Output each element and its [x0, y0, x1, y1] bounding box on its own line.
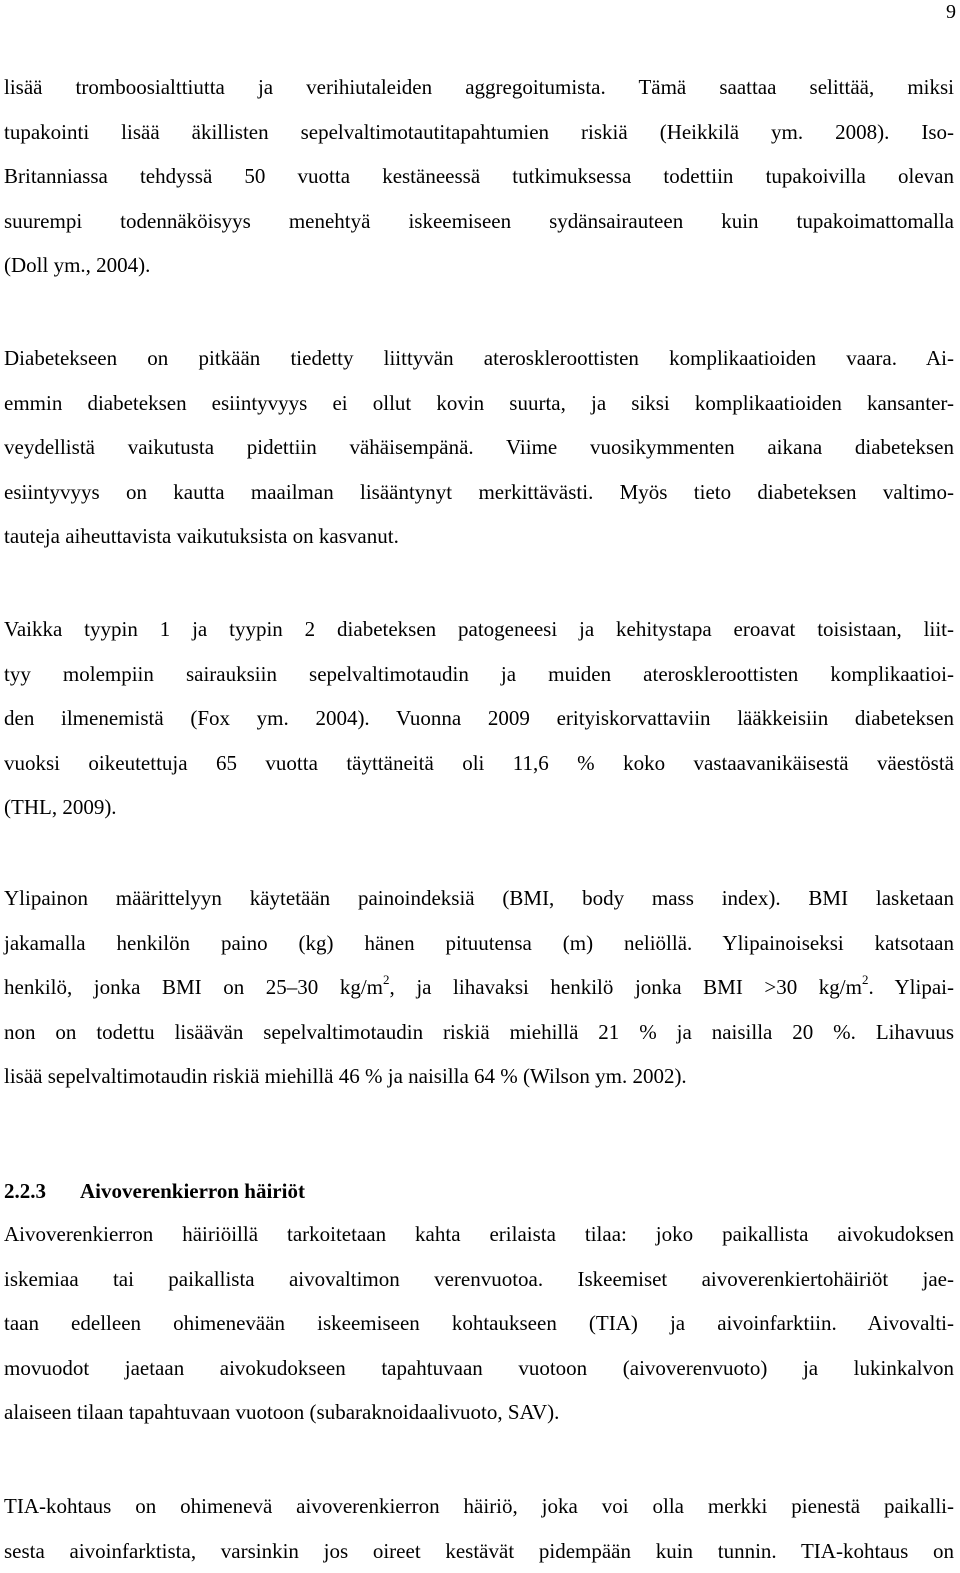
text-line: alaiseen tilaan tapahtuvaan vuotoon (subaraknoidaalivuoto, SAV). [4, 1390, 954, 1435]
text-line: iskemiaa tai paikallista aivovaltimon verenvuotoa. Iskeemiset aivoverenkiertohäiriöt jae- [4, 1257, 954, 1302]
text-line: tauteja aiheuttavista vaikutuksista on kasvanut. [4, 514, 954, 559]
text-line: vuoksi oikeutettuja 65 vuotta täyttäneitä oli 11,6 % koko vastaavanikäisestä väestöstä [4, 741, 954, 786]
text-line: sesta aivoinfarktista, varsinkin jos oireet kestävät pidempään kuin tunnin. TIA-kohtaus on [4, 1529, 954, 1573]
text-line: taan edelleen ohimenevään iskeemiseen kohtaukseen (TIA) ja aivoinfarktiin. Aivovalti- [4, 1301, 954, 1346]
section-title: Aivoverenkierron häiriöt [80, 1179, 305, 1203]
text-fragment: henkilö, jonka BMI on 25–30 kg/m [4, 975, 383, 999]
text-line: Britanniassa tehdyssä 50 vuotta kestäneessä tutkimuksessa todettiin tupakoivilla olevan [4, 154, 954, 199]
text-line: Diabetekseen on pitkään tiedetty liittyvän ateroskleroottisten komplikaatioiden vaara. Ai- [4, 336, 954, 381]
paragraph-tia [4, 1484, 954, 1573]
text-fragment: , ja lihavaksi henkilö jonka BMI >30 kg/m [390, 975, 862, 999]
text-line: movuodot jaetaan aivokudokseen tapahtuvaan vuotoon (aivoverenvuoto) ja lukinkalvon [4, 1346, 954, 1391]
section-number: 2.2.3 [4, 1176, 80, 1206]
page-number: 9 [946, 0, 956, 24]
text-line: Ylipainon määrittelyyn käytetään painoindeksiä (BMI, body mass index). BMI lasketaan [4, 876, 954, 921]
paragraph-smoking [4, 65, 954, 288]
text-line: veydellistä vaikutusta pidettiin vähäisempänä. Viime vuosikymmenten aikana diabeteksen [4, 425, 954, 470]
text-line: esiintyvyys on kautta maailman lisääntynyt merkittävästi. Myös tieto diabeteksen valtimo- [4, 470, 954, 515]
text-line: den ilmenemistä (Fox ym. 2004). Vuonna 2009 erityiskorvattaviin lääkkeisiin diabeteksen [4, 696, 954, 741]
paragraph-diabetes-types [4, 607, 954, 830]
text-line-with-superscript [4, 965, 954, 1010]
text-line: jakamalla henkilön paino (kg) hänen pituutensa (m) neliöllä. Ylipainoiseksi katsotaan [4, 921, 954, 966]
superscript: 2 [383, 972, 390, 987]
text-line: (Doll ym., 2004). [4, 243, 954, 288]
paragraph-cerebrovascular [4, 1212, 954, 1435]
paragraph-diabetes [4, 336, 954, 559]
superscript: 2 [862, 972, 869, 987]
text-line: Vaikka tyypin 1 ja tyypin 2 diabeteksen patogeneesi ja kehitystapa eroavat toisistaan, liit- [4, 607, 954, 652]
section-heading [4, 1176, 305, 1206]
text-fragment: . Ylipai- [868, 975, 954, 999]
text-line: lisää tromboosialttiutta ja verihiutaleiden aggregoitumista. Tämä saattaa selittää, miksi [4, 65, 954, 110]
text-line: (THL, 2009). [4, 785, 954, 830]
text-line: lisää sepelvaltimotaudin riskiä miehillä 46 % ja naisilla 64 % (Wilson ym. 2002). [4, 1054, 954, 1099]
text-line: tupakointi lisää äkillisten sepelvaltimotautitapahtumien riskiä (Heikkilä ym. 2008). Iso- [4, 110, 954, 155]
text-line: emmin diabeteksen esiintyvyys ei ollut kovin suurta, ja siksi komplikaatioiden kansanter- [4, 381, 954, 426]
text-line: suurempi todennäköisyys menehtyä iskeemiseen sydänsairauteen kuin tupakoimattomalla [4, 199, 954, 244]
text-line: tyy molempiin sairauksiin sepelvaltimotaudin ja muiden ateroskleroottisten komplikaatioi- [4, 652, 954, 697]
text-line: TIA-kohtaus on ohimenevä aivoverenkierron häiriö, joka voi olla merkki pienestä paikalli- [4, 1484, 954, 1529]
paragraph-obesity [4, 876, 954, 1099]
text-line: non on todettu lisäävän sepelvaltimotaudin riskiä miehillä 21 % ja naisilla 20 %. Lihavuus [4, 1010, 954, 1055]
text-line: Aivoverenkierron häiriöillä tarkoitetaan kahta erilaista tilaa: joko paikallista aivokudoksen [4, 1212, 954, 1257]
